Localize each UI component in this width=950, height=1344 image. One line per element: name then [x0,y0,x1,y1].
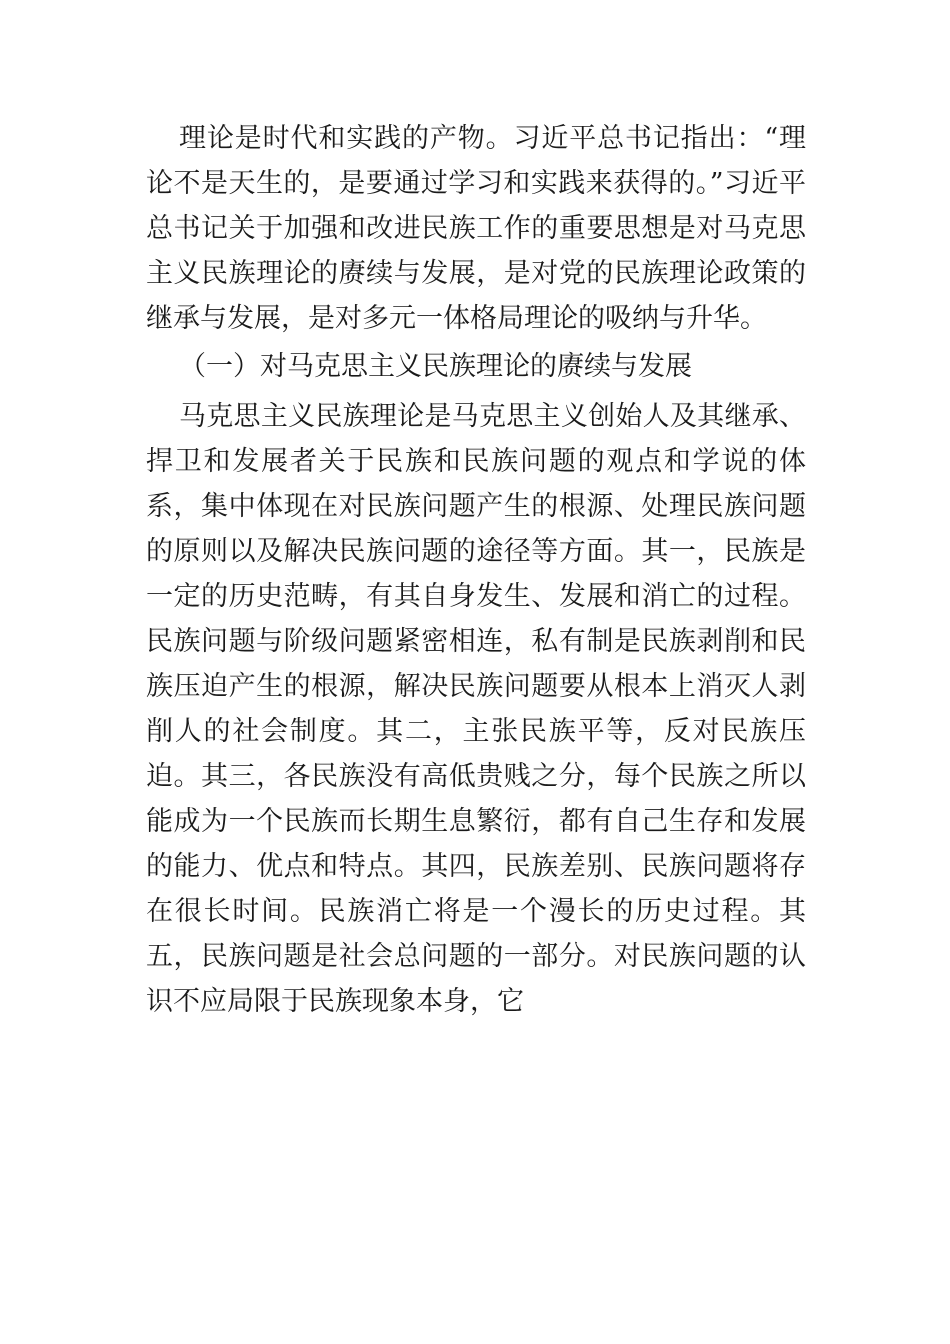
intro-paragraph: 理论是时代和实践的产物。习近平总书记指出：“理论不是天生的，是要通过学习和实践来获得的。”习近平总书记关于加强和改进民族工作的重要思想是对马克思主义民族理论的赓续与发展，是对党的民族理论政策的继承与发展，是对多元一体格局理论的吸纳与升华。 [146,123,806,334]
document-body [146,116,806,1024]
body-paragraph: 马克思主义民族理论是马克思主义创始人及其继承、捍卫和发展者关于民族和民族问题的观点和学说的体系，集中体现在对民族问题产生的根源、处理民族问题的原则以及解决民族问题的途径等方面。其一，民族是一定的历史范畴，有其自身发生、发展和消亡的过程。民族问题与阶级问题紧密相连，私有制是民族剥削和民族压迫产生的根源，解决民族问题要从根本上消灭人剥削人的社会制度。其二，主张民族平等，反对民族压迫。其三，各民族没有高低贵贱之分，每个民族之所以能成为一个民族而长期生息繁衍，都有自己生存和发展的能力、优点和特点。其四，民族差别、民族问题将存在很长时间。民族消亡将是一个漫长的历史过程。其五，民族问题是社会总问题的一部分。对民族问题的认识不应局限于民族现象本身，它 [146,401,806,1017]
section-heading: （一）对马克思主义民族理论的赓续与发展 [179,351,692,382]
